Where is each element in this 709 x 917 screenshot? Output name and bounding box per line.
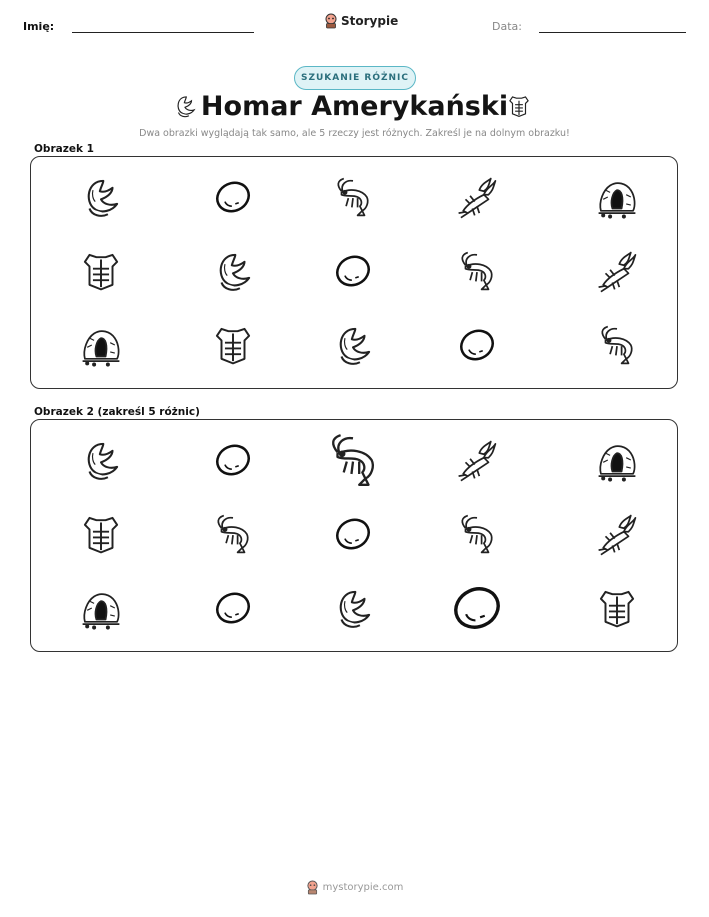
storypie-logo-icon xyxy=(306,880,319,895)
brand-name: Storypie xyxy=(341,14,399,28)
picture-item[interactable] xyxy=(315,424,391,496)
picture-item[interactable] xyxy=(71,504,131,564)
date-label: Data: xyxy=(492,20,522,33)
picture-item[interactable] xyxy=(447,315,507,375)
picture-item[interactable] xyxy=(203,430,263,490)
picture-item[interactable] xyxy=(71,430,131,490)
picture-item[interactable] xyxy=(323,315,383,375)
egg-icon xyxy=(330,248,376,294)
page-title: Homar Amerykański xyxy=(200,91,509,122)
shrimp-icon xyxy=(322,429,384,491)
picture-item[interactable] xyxy=(203,504,263,564)
picture2-frame[interactable] xyxy=(30,419,678,652)
picture-item[interactable] xyxy=(447,430,507,490)
name-line[interactable] xyxy=(72,32,254,33)
activity-badge: SZUKANIE RÓŻNIC xyxy=(294,66,416,90)
claw-icon xyxy=(210,248,256,294)
claw-icon xyxy=(78,437,124,483)
shrimp-icon xyxy=(330,174,376,220)
picture-item[interactable] xyxy=(587,578,647,638)
cave-icon xyxy=(594,174,640,220)
cave-icon xyxy=(78,322,124,368)
shrimp-icon xyxy=(594,322,640,368)
shrimp-icon xyxy=(454,511,500,557)
picture-item[interactable] xyxy=(447,167,507,227)
claw-icon xyxy=(330,585,376,631)
armor-icon xyxy=(78,511,124,557)
picture-item[interactable] xyxy=(587,241,647,301)
armor-icon xyxy=(506,92,532,120)
shrimp-icon xyxy=(210,511,256,557)
picture-item[interactable] xyxy=(203,578,263,638)
claw-icon xyxy=(172,92,198,120)
egg-icon xyxy=(210,585,256,631)
picture-item[interactable] xyxy=(587,315,647,375)
picture-item[interactable] xyxy=(587,504,647,564)
picture-item[interactable] xyxy=(447,504,507,564)
picture-item[interactable] xyxy=(323,578,383,638)
picture-item[interactable] xyxy=(71,578,131,638)
picture-item[interactable] xyxy=(71,241,131,301)
egg-icon xyxy=(454,322,500,368)
cave-icon xyxy=(594,437,640,483)
picture1-label: Obrazek 1 xyxy=(34,143,94,155)
egg-icon xyxy=(330,511,376,557)
footer-url[interactable]: mystorypie.com xyxy=(322,882,404,893)
picture-item[interactable] xyxy=(203,315,263,375)
date-line[interactable] xyxy=(539,32,686,33)
brand xyxy=(324,13,398,29)
lobster-icon xyxy=(454,174,500,220)
armor-icon xyxy=(210,322,256,368)
egg-icon xyxy=(446,577,508,639)
lobster-icon xyxy=(594,248,640,294)
picture-item[interactable] xyxy=(71,315,131,375)
picture-item[interactable] xyxy=(587,430,647,490)
instructions: Dwa obrazki wyglądają tak samo, ale 5 rzeczy jest różnych. Zakreśl je na dolnym obrazku! xyxy=(139,128,570,139)
lobster-icon xyxy=(594,511,640,557)
lobster-icon xyxy=(454,437,500,483)
picture-item[interactable] xyxy=(447,241,507,301)
egg-icon xyxy=(210,174,256,220)
armor-icon xyxy=(78,248,124,294)
picture-item[interactable] xyxy=(203,167,263,227)
claw-icon xyxy=(330,322,376,368)
picture1-frame xyxy=(30,156,678,389)
shrimp-icon xyxy=(454,248,500,294)
armor-icon xyxy=(594,585,640,631)
egg-icon xyxy=(210,437,256,483)
name-label: Imię: xyxy=(23,20,55,33)
picture-item[interactable] xyxy=(71,167,131,227)
picture-item[interactable] xyxy=(587,167,647,227)
picture-item[interactable] xyxy=(203,241,263,301)
claw-icon xyxy=(78,174,124,220)
picture-item[interactable] xyxy=(323,504,383,564)
picture2-label: Obrazek 2 (zakreśl 5 różnic) xyxy=(34,406,200,418)
picture-item[interactable] xyxy=(323,241,383,301)
cave-icon xyxy=(78,585,124,631)
footer xyxy=(0,880,709,895)
storypie-logo-icon xyxy=(324,13,338,29)
picture-item[interactable] xyxy=(323,167,383,227)
picture-item[interactable] xyxy=(439,572,515,644)
